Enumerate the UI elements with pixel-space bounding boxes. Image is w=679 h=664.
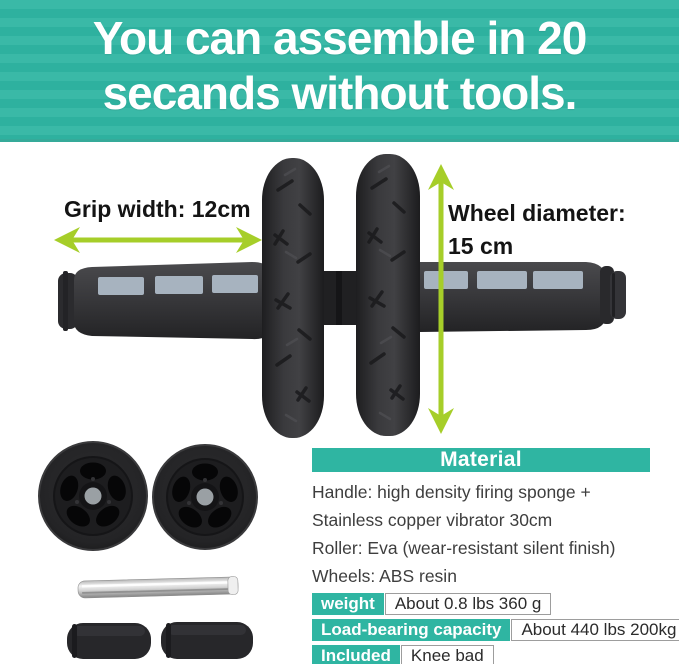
spare-wheel-left — [39, 442, 147, 550]
spec-label-load-bearing: Load-bearing capacity — [312, 619, 510, 641]
material-section — [312, 448, 677, 664]
foam-grip-right — [161, 622, 253, 659]
header-banner — [0, 0, 679, 142]
material-line-1: Handle: high density firing sponge + — [312, 482, 591, 502]
wheel-diameter-label — [448, 197, 626, 263]
spec-row-weight — [312, 593, 672, 615]
material-line-3: Roller: Eva (wear-resistant silent finish) — [312, 538, 616, 558]
spare-wheel-right — [153, 445, 257, 549]
material-line-2: Stainless copper vibrator 30cm — [312, 510, 553, 530]
foam-grip-left — [67, 623, 151, 659]
material-description — [312, 478, 672, 590]
material-title: Material — [312, 448, 650, 472]
spec-value-weight: About 0.8 lbs 360 g — [385, 593, 552, 615]
grip-width-label: Grip width: 12cm — [64, 196, 251, 222]
header-title-line1: You can assemble in 20 — [92, 12, 587, 64]
wheel-diameter-line1: Wheel diameter: — [448, 200, 626, 226]
spec-label-included: Included — [312, 645, 400, 664]
left-grip — [58, 262, 272, 339]
axle-rod — [78, 576, 238, 598]
material-line-4: Wheels: ABS resin — [312, 566, 457, 586]
axle-connector — [318, 271, 362, 325]
grip-width-arrow-icon — [54, 227, 262, 253]
right-grip — [420, 262, 626, 332]
wheel-back — [262, 158, 324, 438]
wheel-diameter-line2: 15 cm — [448, 233, 514, 259]
spec-label-weight: weight — [312, 593, 384, 615]
header-title-line2: secands without tools. — [102, 67, 577, 119]
spec-value-included: Knee bad — [401, 645, 494, 664]
spec-row-included — [312, 645, 672, 664]
spec-row-load-bearing — [312, 619, 677, 641]
wheel-front — [356, 154, 420, 436]
spec-value-load-bearing: About 440 lbs 200kg — [511, 619, 679, 641]
header-title — [0, 0, 679, 121]
spec-table — [312, 593, 677, 664]
